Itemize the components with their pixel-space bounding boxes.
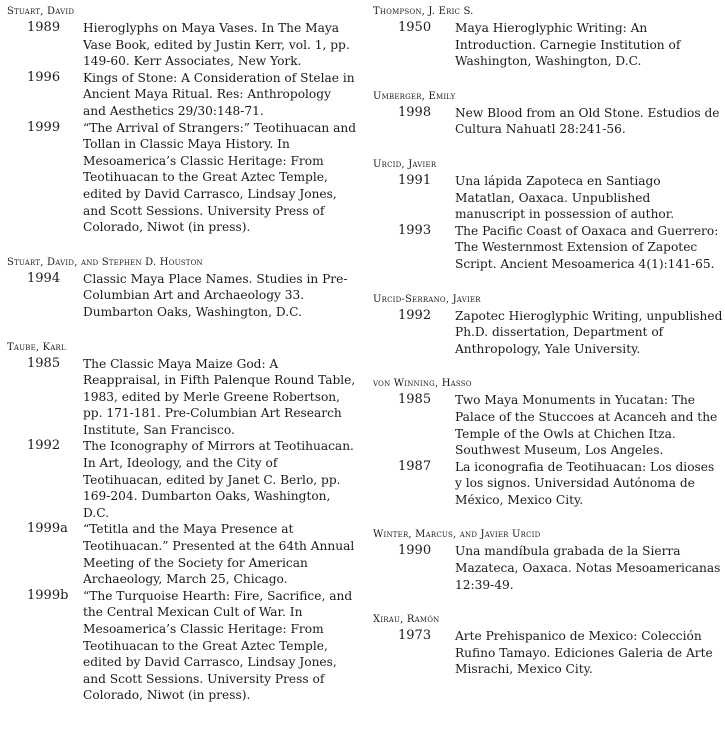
bibliography-entry <box>373 392 723 458</box>
entry-year: 1999b <box>27 587 69 603</box>
author-name: Xirau, Ramón <box>373 614 440 626</box>
author-name: Urcid-Serrano, Javier <box>373 293 481 305</box>
entry-year: 1994 <box>27 270 61 286</box>
author-block <box>373 157 723 273</box>
bibliography-entry <box>373 105 723 138</box>
author-name: Umberger, Emily <box>373 90 456 102</box>
bibliography-entry <box>7 70 357 120</box>
entry-year: 1973 <box>398 628 432 644</box>
entry-year: 1992 <box>27 438 61 454</box>
entry-year: 1992 <box>398 307 432 323</box>
bibliography-entry <box>7 356 357 439</box>
author-block <box>373 527 723 593</box>
author-name: Stuart, David <box>7 6 75 17</box>
entry-reference: “The Arrival of Strangers:” Teotihuacan and Tollan in Classic Maya History. In Mesoamerica’s Classic Heritage: From Teotihuacan to the Great Aztec Temple, edited by David Carrasco, Lindsay Jones, and Scott Sessions. University Press of Colorado, Niwot (in press). <box>83 120 357 235</box>
author-name: Stuart, David, and Stephen D. Houston <box>7 256 203 268</box>
entry-year: 1999a <box>27 521 68 537</box>
entry-reference: The Classic Maya Maize God: A Reappraisal, in Fifth Palenque Round Table, 1983, edited by Merle Greene Robertson, pp. 171-181. Pre-Columbian Art Research Institute, San Francisco. <box>83 356 356 437</box>
bibliography-entry <box>7 521 357 587</box>
bibliography-entry <box>373 173 723 223</box>
bibliography-entry <box>373 308 723 358</box>
bibliography-left-column <box>7 4 357 723</box>
entry-reference: Arte Prehispanico de Mexico: Colección Rufino Tamayo. Ediciones Galeria de Arte Misrachi, Mexico City. <box>455 629 713 677</box>
entry-year: 1991 <box>398 172 432 188</box>
entry-reference: Kings of Stone: A Consideration of Stelae in Ancient Maya Ritual. Res: Anthropology and Aesthetics 29/30:148-71. <box>83 70 355 118</box>
entry-year: 1950 <box>398 20 432 35</box>
author-block <box>7 255 357 321</box>
entry-reference: Hieroglyphs on Maya Vases. In The Maya Vase Book, edited by Justin Kerr, vol. 1, pp. 149-60. Kerr Associates, New York. <box>83 21 350 69</box>
author-name: Taube, Karl <box>7 341 66 353</box>
bibliography-right-column <box>373 4 723 697</box>
entry-year: 1987 <box>398 458 432 474</box>
entry-reference: The Iconography of Mirrors at Teotihuacan. In Art, Ideology, and the City of Teotihuacan, edited by Janet C. Berlo, pp. 169-204. Dumbarton Oaks, Washington, D.C. <box>83 439 354 520</box>
entry-reference: Two Maya Monuments in Yucatan: The Palace of the Stuccoes at Acanceh and the Temple of the Owls at Chichen Itza. Southwest Museum, Los Angeles. <box>455 393 718 458</box>
entry-reference: Maya Hieroglyphic Writing: An Introduction. Carnegie Institution of Washington, Washington, D.C. <box>455 21 681 69</box>
author-block <box>373 4 723 70</box>
author-block <box>373 292 723 358</box>
entry-reference: New Blood from an Old Stone. Estudios de Cultura Nahuatl 28:241-56. <box>455 105 720 137</box>
entry-year: 1993 <box>398 222 432 238</box>
entry-year: 1998 <box>398 104 432 120</box>
author-block <box>7 4 357 236</box>
entry-year: 1999 <box>27 119 61 135</box>
entry-year: 1985 <box>27 355 61 371</box>
author-name: Thompson, J. Eric S. <box>373 6 474 17</box>
entry-reference: Classic Maya Place Names. Studies in Pre-Columbian Art and Archaeology 33. Dumbarton Oaks, Washington, D.C. <box>83 271 348 319</box>
entry-reference: Zapotec Hieroglyphic Writing, unpublished Ph.D. dissertation, Department of Anthropology, Yale University. <box>455 308 723 356</box>
bibliography-entry <box>373 223 723 273</box>
author-block <box>7 340 357 704</box>
entry-reference: Una lápida Zapoteca en Santiago Matatlan, Oaxaca. Unpublished manuscript in possession of author. <box>455 173 675 222</box>
entry-year: 1989 <box>27 20 61 35</box>
bibliography-entry <box>7 438 357 521</box>
entry-reference: “Tetitla and the Maya Presence at Teotihuacan.” Presented at the 64th Annual Meeting of the Society for American Archaeology, March 25, Chicago. <box>83 522 355 587</box>
bibliography-entry <box>373 459 723 509</box>
entry-reference: La iconografia de Teotihuacan: Los dioses y los signos. Universidad Autónoma de México, Mexico City. <box>455 459 715 507</box>
entry-reference: Una mandíbula grabada de la Sierra Mazateca, Oaxaca. Notas Mesoamericanas 12:39-49. <box>455 544 721 592</box>
entry-year: 1985 <box>398 392 432 408</box>
bibliography-entry <box>373 20 723 70</box>
author-block <box>373 89 723 138</box>
entry-reference: “The Turquoise Hearth: Fire, Sacrifice, and the Central Mexican Cult of War. In Mesoamerica’s Classic Heritage: From Teotihuacan to the Great Aztec Temple, edited by David Carrasco, Lindsay Jones, and Scott Sessions. University Press of Colorado, Niwot (in press). <box>83 588 353 703</box>
bibliography-entry <box>7 271 357 321</box>
author-name: Winter, Marcus, and Javier Urcid <box>373 529 541 541</box>
bibliography-entry <box>373 628 723 678</box>
entry-year: 1996 <box>27 69 61 85</box>
entry-reference: The Pacific Coast of Oaxaca and Guerrero: The Westernmost Extension of Zapotec Script. Ancient Mesoamerica 4(1):141-65. <box>455 223 719 271</box>
author-name: Urcid, Javier <box>373 158 437 170</box>
bibliography-entry <box>7 120 357 236</box>
author-block <box>373 612 723 678</box>
author-block <box>373 376 723 508</box>
bibliography-entry <box>373 543 723 593</box>
author-name: von Winning, Hasso <box>373 378 472 390</box>
bibliography-entry <box>7 588 357 704</box>
bibliography-entry <box>7 20 357 70</box>
entry-year: 1990 <box>398 543 432 559</box>
